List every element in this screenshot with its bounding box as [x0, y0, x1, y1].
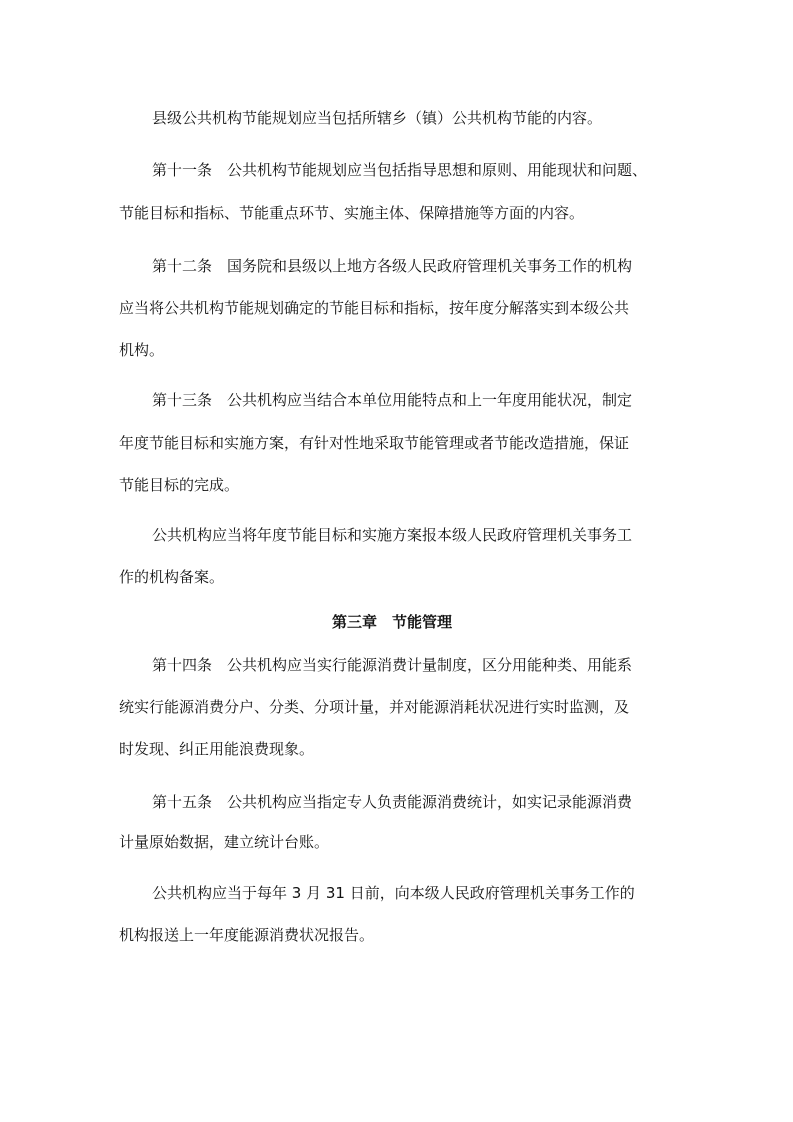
text-line: 作的机构备案。 — [119, 568, 225, 586]
text-line: 公共机构应当将年度节能目标和实施方案报本级人民政府管理机关事务工 — [152, 526, 633, 544]
text-line: 第十四条 公共机构应当实行能源消费计量制度，区分用能种类、用能系 — [152, 656, 633, 674]
text-line: 应当将公共机构节能规划确定的节能目标和指标，按年度分解落实到本级公共 — [119, 299, 630, 317]
chapter-heading-text: 第三章 节能管理 — [332, 613, 453, 631]
text-line: 县级公共机构节能规划应当包括所辖乡（镇）公共机构节能的内容。 — [152, 109, 603, 127]
text-line: 第十二条 国务院和县级以上地方各级人民政府管理机关事务工作的机构 — [152, 257, 633, 275]
text-line: 计量原始数据，建立统计台账。 — [119, 833, 330, 851]
text-line: 公共机构应当于每年 3 月 31 日前，向本级人民政府管理机关事务工作的 — [152, 884, 635, 902]
text-line: 节能目标和指标、节能重点环节、实施主体、保障措施等方面的内容。 — [119, 204, 585, 222]
text-line: 第十一条 公共机构节能规划应当包括指导思想和原则、用能现状和问题、 — [152, 161, 648, 179]
text-line: 年度节能目标和实施方案，有针对性地采取节能管理或者节能改造措施，保证 — [119, 434, 630, 452]
text-line: 第十三条 公共机构应当结合本单位用能特点和上一年度用能状况，制定 — [152, 391, 633, 409]
text-line: 统实行能源消费分户、分类、分项计量，并对能源消耗状况进行实时监测，及 — [119, 698, 630, 716]
text-line: 节能目标的完成。 — [119, 476, 240, 494]
text-line: 时发现、纠正用能浪费现象。 — [119, 740, 315, 758]
text-line: 机构报送上一年度能源消费状况报告。 — [119, 926, 375, 944]
text-line: 第十五条 公共机构应当指定专人负责能源消费统计，如实记录能源消费 — [152, 793, 633, 811]
text-line: 机构。 — [119, 341, 165, 359]
